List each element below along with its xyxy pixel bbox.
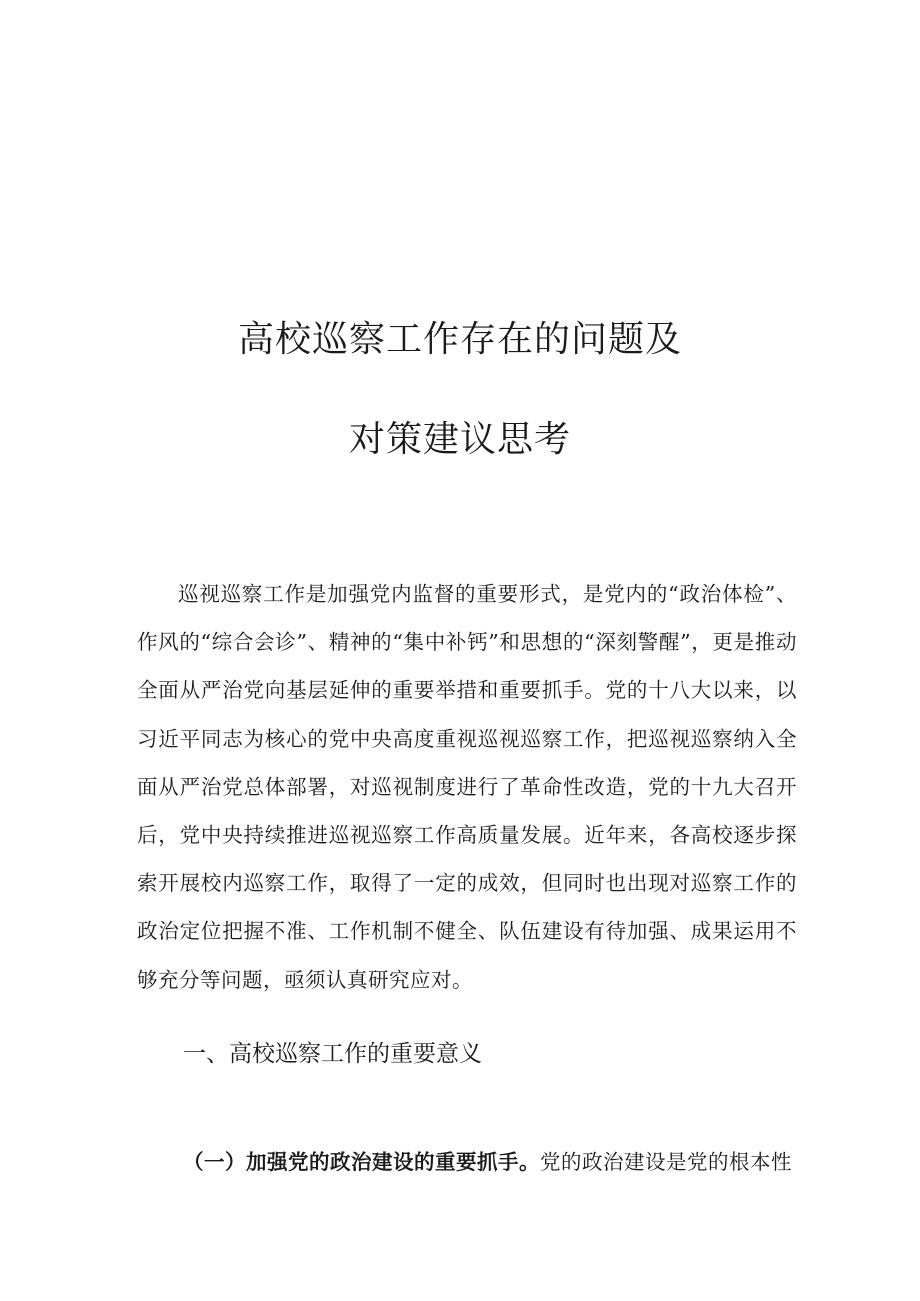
subsection-paragraph: [183, 1142, 803, 1182]
section-heading: 一、高校巡察工作的重要意义: [183, 1041, 482, 1067]
subsection-text: 党的政治建设是党的根本性: [540, 1150, 792, 1174]
intro-paragraph: 巡视巡察工作是加强党内监督的重要形式，是党内的“政治体检”、作风的“综合会诊”、精神的“集中补钙”和思想的“深刻警醒”，更是推动全面从严治党向基层延伸的重要举措和重要抓手。党的十八大以来，以习近平同志为核心的党中央高度重视巡视巡察工作，把巡视巡察纳入全面从严治党总体部署，对巡视制度进行了革命性改造，党的十九大召开后，党中央持续推进巡视巡察工作高质量发展。近年来，各高校逐步探索开展校内巡察工作，取得了一定的成效，但同时也出现对巡察工作的政治定位把握不准、工作机制不健全、队伍建设有待加强、成果运用不够充分等问题，亟须认真研究应对。: [137, 582, 797, 992]
subsection-heading: （一）加强党的政治建设的重要抓手。: [183, 1150, 540, 1174]
document-title-line-2: 对策建议思考: [348, 419, 571, 460]
document-title-line-1: 高校巡察工作存在的问题及: [237, 319, 682, 360]
